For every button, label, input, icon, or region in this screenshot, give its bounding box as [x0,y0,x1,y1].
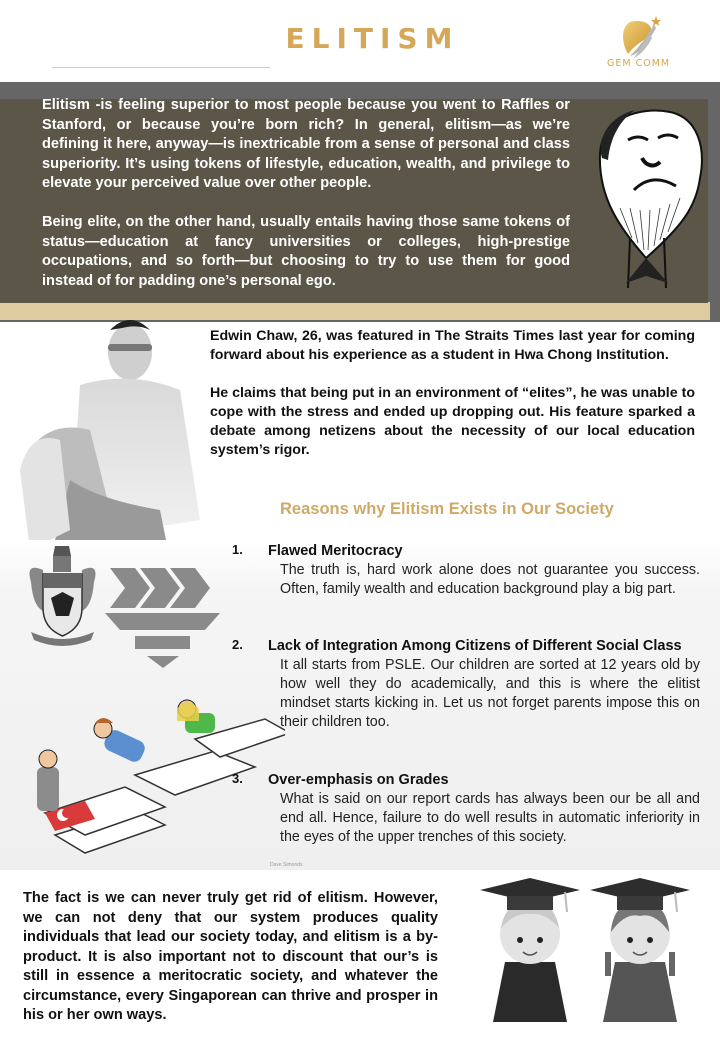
reason-body: What is said on our report cards has always been our be all and end all. Hence, failure to do well results in automatic inferiority in the eyes of the upper trenches of this society. [280,791,700,845]
title-underline [52,67,270,68]
closing-paragraph: The fact is we can never truly get rid of elitism. However, we can not deny that our system produces quality individuals that lead our society today, and elitism is a by-product. It is also important not to discount that our’s is still in essence a meritocratic society, and whatever the circumstance, every Singaporean can thrive and prosper in his or her own ways. [23,890,438,1023]
reason-number: 2. [232,637,243,652]
intro-paragraph-2: Being elite, on the other hand, usually entails having those same tokens of status—education at fancy universities or colleges, high-prestige occupations, and so forth—but choosing to try to use them for good instead of for padding one’s personal ego. [42,214,570,289]
page-title: ELITISM [285,22,460,55]
reason-body: The truth is, hard work alone does not guarantee you success. Often, family wealth and education background play a big part. [280,562,700,597]
reason-item-1 [232,542,700,599]
feature-paragraph-1: Edwin Chaw, 26, was featured in The Straits Times last year for coming forward about his experience as a student in Hwa Chong Institution. [210,328,695,363]
reason-body: It all starts from PSLE. Our children are sorted at 12 years old by how well they do academically, and this is where the elitist mindset starts kicking in. Let us not forget parents impose this on their children too. [280,657,700,730]
illustration-credit: Dave Simonds [270,862,303,868]
reason-item-3 [232,771,700,847]
reason-number: 3. [232,771,243,786]
intro-paragraph-1: Elitism -is feeling superior to most people because you went to Raffles or Stanford, or because you’re born rich? In general, elitism—as we’re defining it here, anyway—is inextricable from a sense of personal and class superiority. It’s using tokens of lifestyle, education, wealth, and privilege to elevate your perceived value over other people. [42,97,570,191]
reason-heading: Flawed Meritocracy [268,543,403,559]
reason-item-2 [232,637,700,732]
feature-text [210,327,695,460]
graduate-children-illustration [475,872,700,1032]
downward-chevron-graphic [105,568,230,688]
caricature-illustration [580,98,710,298]
feature-paragraph-2: He claims that being put in an environment of “elites”, he was unable to cope with the stress and ended up dropping out. His feature sparked a debate among netizens about the necessity of our local education system’s rigor. [210,385,695,458]
reasons-heading: Reasons why Elitism Exists in Our Society [280,500,614,518]
reason-heading: Over-emphasis on Grades [268,772,449,788]
reason-number: 1. [232,542,243,557]
edwin-chaw-photo [10,310,210,560]
reason-heading: Lack of Integration Among Citizens of Different Social Class [268,638,682,654]
intro-text [42,96,570,291]
school-crest-icon [25,542,100,647]
logo-text: GEM COMM [607,58,671,69]
